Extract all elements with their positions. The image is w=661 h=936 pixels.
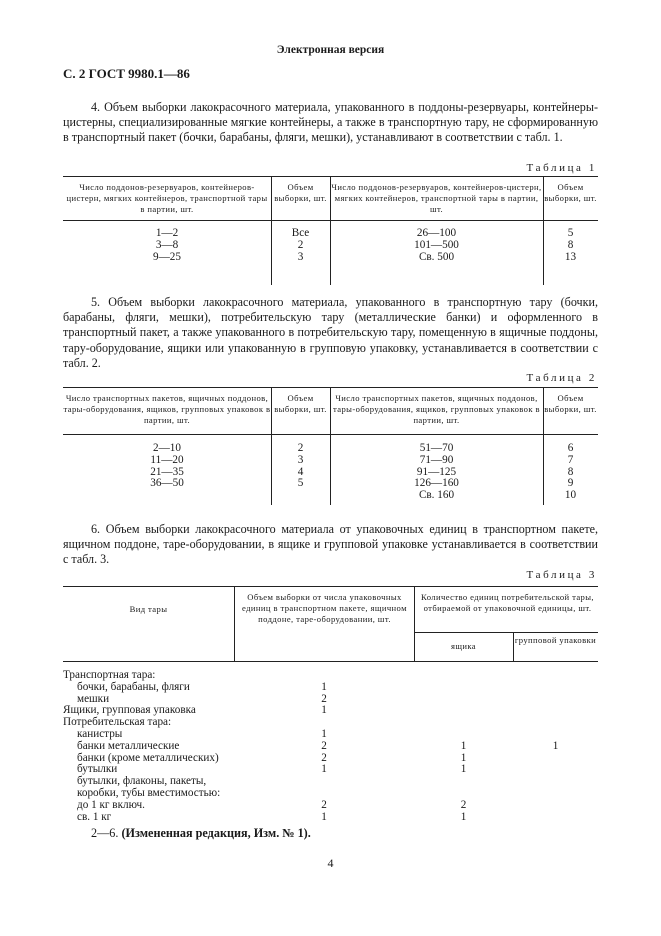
table-cell: 9—25 [153, 250, 181, 263]
table-3-header-box: ящика [450, 641, 477, 651]
table-row-label: до 1 кг включ. [77, 798, 145, 811]
table-cell [513, 729, 598, 741]
table-3-header-group: групповой упаковки [514, 635, 597, 645]
table-3-box-column [414, 670, 513, 823]
table-cell [234, 788, 414, 800]
table-cell: 1 [321, 680, 327, 693]
table-1-caption: Таблица 1 [526, 162, 597, 174]
table-cell: Все [291, 227, 310, 239]
table-1-header-volume-right: Объем выборки, шт. [544, 182, 597, 203]
table-cell: 2 [321, 798, 327, 811]
table-cell: 2 [321, 692, 327, 705]
table-1-left-counts [63, 228, 271, 263]
table-cell: 1 [321, 810, 327, 823]
table-cell: 6 [567, 442, 574, 454]
table-cell: 4 [297, 465, 304, 478]
table-cell [414, 705, 513, 717]
table-cell: 1 [460, 751, 467, 764]
table-2-caption: Таблица 2 [526, 372, 597, 384]
table-cell [513, 800, 598, 812]
table-cell: 2 [321, 739, 327, 752]
table-row-label: Транспортная тара: [63, 669, 156, 681]
table-3-caption: Таблица 3 [526, 569, 597, 581]
table-row-label: бутылки [77, 763, 118, 776]
table-2-right-counts [330, 443, 543, 502]
table-cell: 8 [567, 465, 574, 478]
table-cell: 3 [297, 453, 304, 466]
table-row-label: Потребительская тара: [63, 716, 172, 729]
paragraph-6 [63, 522, 598, 568]
table-cell: 8 [567, 238, 574, 251]
table-cell [414, 694, 513, 706]
table-cell: 26—100 [416, 227, 457, 239]
table-cell [234, 776, 414, 788]
table-row-label: св. 1 кг [77, 810, 112, 823]
table-cell: 5 [297, 477, 304, 490]
table-cell [513, 764, 598, 776]
table-1-header-count-left: Число поддонов-резервуаров, контейнеров-цистерн, мягких контейнеров, транспортной тары в партии, шт. [66, 182, 268, 214]
table-cell: 36—50 [150, 477, 184, 490]
table-row-label: банки (кроме металлических) [77, 751, 219, 764]
table-cell: 1 [321, 763, 327, 776]
amendment-text: (Измененная редакция, Изм. № 1). [121, 826, 311, 840]
table-cell: 126—160 [414, 477, 459, 490]
table-cell: 1 [460, 810, 467, 823]
table-row-label: банки металлические [77, 739, 180, 752]
paragraph-6-text: 6. Объем выборки лакокрасочного материала от упаковочных единиц в транспортном пакете, ящичном поддоне, таре-оборудовании, в ящике и групповой упаковке устанавливается в соответствии с табл. 3. [63, 522, 598, 567]
table-1-header-volume-left: Объем выборки, шт. [274, 182, 327, 203]
table-3-group-column [513, 670, 598, 823]
table-2-header-count-left: Число транспортных пакетов, ящичных поддонов, тары-оборудования, ящиков, групповых упаковок в партии, шт. [63, 393, 271, 425]
table-cell [513, 682, 598, 694]
table-cell [513, 717, 598, 729]
table-row-label: Ящики, групповая упаковка [63, 704, 196, 717]
table-cell: 7 [567, 453, 574, 466]
table-2-left-volumes [271, 443, 330, 490]
table-2-header-count-right: Число транспортных пакетов, ящичных поддонов, тары-оборудования, ящиков, групповых упаковок в партии, шт. [333, 393, 540, 425]
table-cell: 51—70 [419, 442, 454, 454]
table-cell: 2 [297, 442, 304, 454]
table-cell: 11—20 [150, 453, 184, 466]
amendment-note [91, 826, 311, 841]
table-cell [513, 670, 598, 682]
table-3-type-column [63, 670, 234, 823]
table-cell [513, 694, 598, 706]
table-cell [513, 788, 598, 800]
table-row-label: бутылки, флаконы, пакеты, [77, 775, 207, 788]
table-cell [414, 682, 513, 694]
paragraph-4 [63, 100, 598, 146]
table-cell: 3—8 [155, 238, 179, 251]
page-number: 4 [327, 856, 334, 870]
electronic-version-banner: Электронная версия [276, 44, 385, 56]
paragraph-5 [63, 295, 598, 371]
table-cell: 13 [564, 250, 577, 263]
table-3-header-count: Количество единиц потребительской тары, отбираемой от упаковочной единицы, шт. [421, 592, 594, 613]
paragraph-5-text: 5. Объем выборки лакокрасочного материала, упакованного в транспортную тару (бочки, барабаны, фляги, мешки), потребительскую тару (металлические банки) и оформленного в транспортный пакет, а также упакованного в потребительскую тару, помещенную в ящичные поддоны, тару-оборудование, ящики или упакованную в групповую упаковку, устанавливается в соответствии с табл. 2. [63, 295, 598, 370]
table-1-right-counts [330, 228, 543, 263]
table-cell [513, 705, 598, 717]
table-1-right-volumes [543, 228, 598, 263]
table-row-label: мешки [77, 692, 110, 705]
table-1-left-volumes [271, 228, 330, 263]
amendment-number: 2—6. [91, 826, 122, 840]
table-2-header-volume-right: Объем выборки, шт. [544, 393, 597, 414]
page-header: С. 2 ГОСТ 9980.1—86 [63, 66, 190, 81]
table-cell: 9 [567, 477, 574, 490]
table-cell [414, 670, 513, 682]
table-cell: 1 [321, 704, 327, 717]
table-cell: 1 [460, 763, 467, 776]
table-2-right-volumes [543, 443, 598, 502]
table-cell: 2—10 [153, 442, 181, 454]
paragraph-4-text: 4. Объем выборки лакокрасочного материала, упакованного в поддоны-резервуары, контейнеры-цистерны, специализированные мягкие контейнеры, а также в транспортную тару, не сформированную в транспортный пакет (бочки, барабаны, фляги, мешки), устанавливают в соответствии с табл. 1. [63, 100, 598, 145]
table-cell [513, 753, 598, 765]
table-cell: Св. 500 [418, 250, 455, 263]
table-cell: 3 [297, 250, 304, 263]
table-cell: 5 [567, 227, 574, 239]
table-cell: Св. 160 [418, 489, 455, 502]
table-cell [414, 788, 513, 800]
table-cell: 2 [297, 238, 304, 251]
table-row-label: канистры [77, 727, 123, 740]
table-1-header-count-right: Число поддонов-резервуаров, контейнеров-цистерн, мягких контейнеров, транспортной тары в партии, шт. [331, 182, 542, 214]
table-cell: 1 [460, 739, 467, 752]
table-cell [513, 776, 598, 788]
table-3-volume-column [234, 670, 414, 823]
table-cell: 21—35 [150, 465, 184, 478]
table-cell: 2 [321, 751, 327, 764]
table-cell: 91—125 [416, 465, 457, 478]
table-row-label: коробки, тубы вместимостью: [77, 786, 221, 799]
table-cell: 2 [460, 798, 467, 811]
table-row-label: бочки, барабаны, фляги [77, 680, 190, 693]
table-cell [414, 717, 513, 729]
table-cell: 1 [321, 727, 327, 740]
table-cell: 101—500 [414, 238, 459, 251]
table-2-left-counts [63, 443, 271, 490]
table-cell [414, 776, 513, 788]
table-cell: 1 [552, 739, 559, 752]
table-cell [513, 812, 598, 824]
table-3-header-type: Вид тары [129, 604, 168, 614]
table-cell: 1—2 [155, 227, 179, 239]
table-cell: 10 [564, 489, 577, 502]
table-cell: 71—90 [419, 453, 454, 466]
table-2-header-volume-left: Объем выборки, шт. [274, 393, 327, 414]
table-3-header-volume: Объем выборки от числа упаковочных единиц в транспортном пакете, ящичном поддоне, таре-оборудовании, шт. [242, 592, 407, 624]
table-cell [414, 729, 513, 741]
